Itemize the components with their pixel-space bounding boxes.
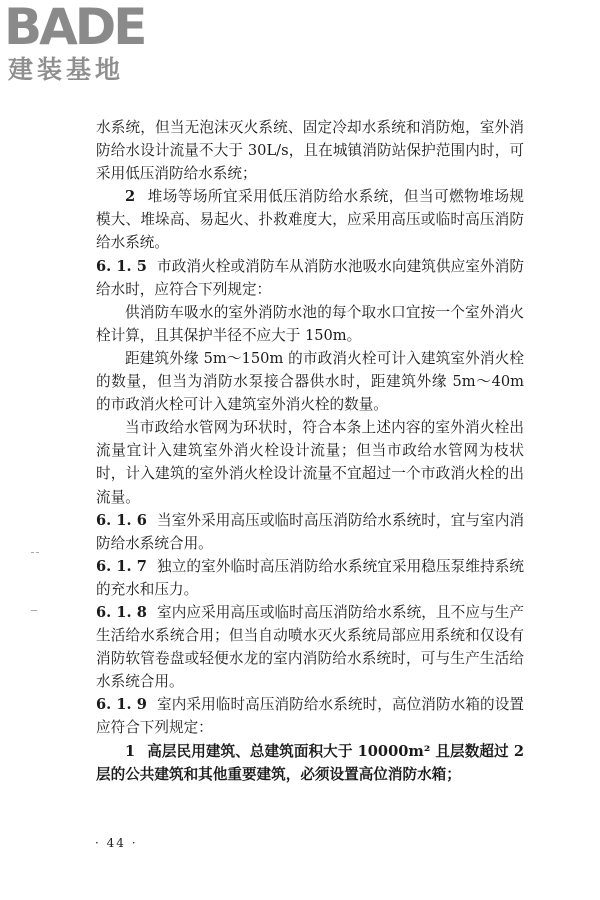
- paragraph: 距建筑外缘 5m～150m 的市政消火栓可计入建筑室外消火栓的数量，但当为消防水泵接合器供水时，距建筑外缘 5m～40m 的市政消火栓可计入建筑室外消火栓的数量。: [96, 349, 524, 414]
- item-text: 高层民用建筑、总建筑面积大于 10000m² 且层数超过 2 层的公共建筑和其他重要建筑，必须设置高位消防水箱；: [96, 742, 524, 783]
- item-number: 1: [125, 742, 136, 760]
- clause-text: 室内采用临时高压消防给水系统时，高位消防水箱的设置应符合下列规定：: [96, 696, 524, 737]
- clause-6-1-8: [96, 601, 524, 693]
- clause-text: 独立的室外临时高压消防给水系统宜采用稳压泵维持系统的充水和压力。: [96, 557, 524, 598]
- page-number: · 44 ·: [95, 836, 138, 850]
- clause-number: 6. 1. 6: [96, 511, 147, 529]
- clause-number: 6. 1. 9: [96, 696, 147, 714]
- paragraph-continuation: 水系统，但当无泡沫灭火系统、固定冷却水系统和消防炮，室外消防给水设计流量不大于 30L/s，且在城镇消防站保护范围内时，可采用低压消防给水系统；: [96, 119, 524, 183]
- margin-mark: [31, 552, 39, 553]
- clause-6-1-9: [96, 693, 524, 739]
- clause-number: 6. 1. 7: [96, 557, 147, 575]
- clause-text: 市政消火栓或消防车从消防水池吸水向建筑供应室外消防给水时，应符合下列规定：: [96, 257, 524, 298]
- item-text: 堆场等场所宜采用低压消防给水系统，但当可燃物堆场规模大、堆垛高、易起火、扑救难度大，应采用高压或临时高压消防给水系统。: [96, 188, 524, 252]
- clause-number: 6. 1. 5: [96, 257, 147, 275]
- logo-mark: BADE: [4, 0, 145, 56]
- list-item-1-mandatory: [96, 740, 524, 786]
- paragraph: 供消防车吸水的室外消防水池的每个取水口宜按一个室外消火栓计算，且其保护半径不应大于 150m。: [96, 303, 524, 344]
- clause-6-1-7: [96, 555, 524, 601]
- logo-subtitle: 建装基地: [8, 55, 125, 84]
- clause-text: 室内应采用高压或临时高压消防给水系统，且不应与生产生活给水系统合用；但当自动喷水灭火系统局部应用系统和仅设有消防软管卷盘或轻便水龙的室内消防给水系统时，可与生产生活给水系统合用。: [96, 603, 524, 691]
- clause-text: 当室外采用高压或临时高压消防给水系统时，宜与室内消防给水系统合用。: [96, 511, 524, 552]
- clause-6-1-6: [96, 509, 524, 555]
- clause-number: 6. 1. 8: [96, 603, 147, 621]
- logo: [4, 0, 184, 86]
- paragraph: 当市政给水管网为环状时，符合本条上述内容的室外消火栓出流量宜计入建筑室外消火栓设计流量；但当市政给水管网为枝状时，计入建筑的室外消火栓设计流量不宜超过一个市政消火栓的出流量。: [96, 419, 524, 506]
- margin-mark: [31, 610, 37, 611]
- item-number: 2: [125, 188, 136, 206]
- list-item-2: [96, 185, 524, 254]
- page-body: [96, 116, 524, 786]
- clause-6-1-5: [96, 255, 524, 301]
